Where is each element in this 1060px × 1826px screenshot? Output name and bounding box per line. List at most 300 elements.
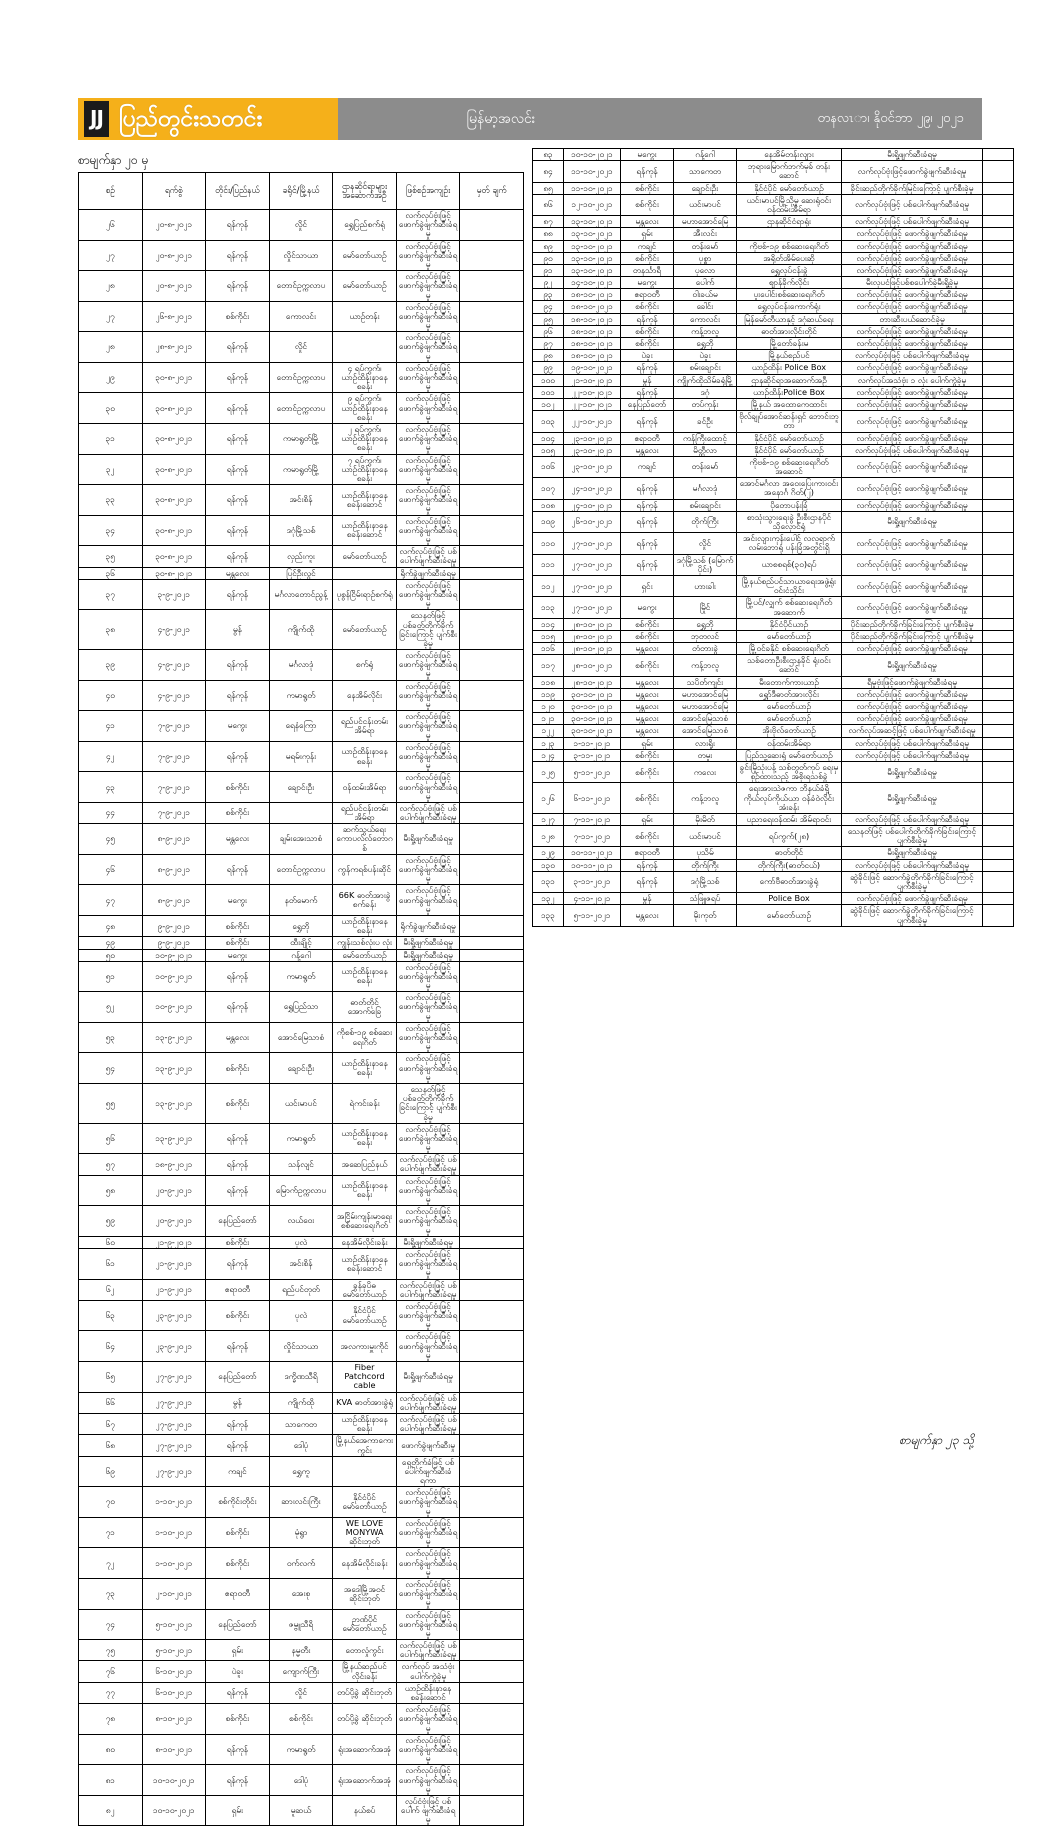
- cell-no: ၁၃၂: [533, 893, 564, 905]
- cell-region: စစ်ကိုင်း: [621, 630, 674, 642]
- cell-date: ၁၈-၁၀-၂၀၂၁: [564, 350, 621, 362]
- cell-place: [333, 332, 397, 363]
- cell-date: ၁၈-၁၀-၂၀၂၁: [564, 289, 621, 301]
- cell-region: မန္တလေး: [621, 676, 674, 688]
- cell-remark: [460, 711, 524, 742]
- cell-remark: [460, 1236, 524, 1248]
- cell-remark: [460, 1331, 524, 1362]
- cell-event: လက်လုပ်ဗုံးဖြင့် ဖောက်ခွဲဖျက်ဆီးခံရမှု: [842, 325, 983, 337]
- cell-no: ၈၃: [533, 149, 564, 161]
- cell-no: ၆၇: [79, 1413, 143, 1434]
- cell-event: လက်လုပ်ဗုံးဖြင့် ဖောက်ခွဲဖျက်ဆီးခံရမှု: [842, 338, 983, 350]
- cell-remark: [460, 961, 524, 992]
- cell-township: ချောင်းဦး: [269, 772, 333, 803]
- cell-township: လှိုင်: [269, 332, 333, 363]
- cell-no: ၁၃၁: [533, 871, 564, 892]
- table-row: [79, 423, 524, 454]
- cell-place: ကွန်ကရစ်ပန်းဆိုင်: [333, 854, 397, 885]
- cell-date: ၅-၁၁-၂၀၂၁: [564, 905, 621, 926]
- table-row: [79, 610, 524, 650]
- cell-township: ပုစ္စာ: [674, 252, 737, 264]
- cell-event: လက်လုပ်ဗုံးဖြင့် ဖောက်ခွဲဖျက်ဆီးခံရမှု: [842, 478, 983, 499]
- table-row: [533, 761, 1014, 782]
- cell-no: ၅၆: [79, 1123, 143, 1154]
- cell-remark: [983, 228, 1014, 240]
- cell-date: ၇-၉-၂၀၂၁: [142, 772, 206, 803]
- cell-event: လက်လုပ်ဗုံးဖြင့် ဖောက်ခွဲဖျက်ဆီးခံရမှု: [396, 1206, 460, 1237]
- cell-township: ပုလဲ: [269, 1236, 333, 1248]
- cell-remark: [983, 511, 1014, 532]
- cell-date: ၄-၉-၂၀၂၁: [142, 680, 206, 711]
- cell-remark: [460, 680, 524, 711]
- cell-township: မုံရွာ: [269, 1517, 333, 1548]
- cell-date: ၁၃-၉-၂၀၂၁: [142, 1053, 206, 1084]
- cell-place: ကိုစစ်-၁၉ စစ်ဆေးရေးဂိတ်: [333, 1022, 397, 1053]
- cell-township: ချမ်းအေးသာစံ: [269, 824, 333, 855]
- cell-place: ဆက်သွယ်ရေးကောပလ်လ်တောဂစ်: [333, 824, 397, 855]
- cell-region: မန္တလေး: [621, 905, 674, 926]
- cell-event: ပိုင်းဆည်တိုက်ခိုက်ခြင်းကြောင့် ပျက်စီးခဲ့မှု: [842, 630, 983, 642]
- cell-region: စစ်ကိုင်း: [206, 301, 270, 332]
- cell-place: မြို့ပင်/လျှက် စစ်ဆေးရေးဂိတ်အဆောက်: [737, 597, 842, 618]
- cell-township: ရွှေဘို: [674, 338, 737, 350]
- cell-event: လက်လုပ်ဗုံးဖြင့် ဖောက်ခွဲဖျက်ဆီးခံရမှု: [396, 579, 460, 610]
- cell-township: မြောက်ဥက္ကလာပ: [269, 1175, 333, 1206]
- cell-remark: [460, 610, 524, 650]
- table-row: [79, 1734, 524, 1765]
- cell-event: လက်လုပ်ဗုံးဖြင့် ဖောက်ခွဲဖျက်ဆီးခံရမှု: [396, 1609, 460, 1640]
- cell-date: ၂၀-၉-၂၀၂၁: [142, 1175, 206, 1206]
- table-row: [533, 643, 1014, 655]
- cell-no: ၁၂၃: [533, 737, 564, 749]
- cell-date: ၂၂-၁၀-၂၀၂၁: [564, 398, 621, 410]
- table-row: [79, 1456, 524, 1487]
- cell-township: မင်္ဂလာတောင်ညွန့်: [269, 579, 333, 610]
- cell-date: ၁၀-၁၁-၂၀၂၁: [564, 847, 621, 859]
- cell-place: အိုးဗိုလ်တော်ယာဉ်: [737, 725, 842, 737]
- cell-region: တနင်္သာရီ: [621, 264, 674, 276]
- cell-no: ၁၀၈: [533, 499, 564, 511]
- cell-township: ဆားလင်းကြီး: [269, 1487, 333, 1518]
- table-row: [533, 871, 1014, 892]
- cell-place: အင်းလျားကုန်းပေါင် လလူရာက်လမ်းဘောရုံ ပန်းခြံအတွင်းရှိ: [737, 533, 842, 554]
- cell-date: ၈-၁၀-၂၀၂၁: [142, 1704, 206, 1735]
- cell-township: ဂန့်ဂေါ: [269, 949, 333, 961]
- cell-date: ၂၈-၁၀-၂၀၂၁: [564, 676, 621, 688]
- cell-region: မန္တလေး: [206, 567, 270, 579]
- cell-event: မီးရှို့ဖျက်ဆီးခံရမှု: [396, 1362, 460, 1393]
- cell-township: ပုသိမ်: [674, 847, 737, 859]
- cell-remark: [983, 432, 1014, 444]
- cell-region: မန္တလေး: [621, 701, 674, 713]
- cell-region: ရန်ကုန်: [206, 515, 270, 546]
- cell-place: နေအိမ်လိုင်းခန်း: [333, 1548, 397, 1579]
- table-row: [533, 511, 1014, 532]
- cell-township: ဒဂုံမြို့သစ်: [269, 515, 333, 546]
- cell-no: ၄၉: [79, 937, 143, 949]
- cell-remark: [983, 240, 1014, 252]
- cell-region: စစ်ကိုင်း: [206, 915, 270, 936]
- cell-place: ကိုဗစ်-၁၉ စစ်ဆေးရေးဂိတ်အဆောင်: [737, 456, 842, 477]
- cell-remark: [983, 149, 1014, 161]
- cell-place: ပိုတောပန်းခြံ: [737, 499, 842, 511]
- cell-date: ၂၇-၁၀-၂၀၂၁: [564, 533, 621, 554]
- cell-date: ၁၀-၁၀-၂၀၂၁: [142, 1765, 206, 1796]
- cell-event: မီးရှို့ဖျက်ဆီးခံရမှု: [842, 761, 983, 782]
- cell-place: ယာဉ်ထိန်းနာနေစခန်း: [333, 1413, 397, 1434]
- cell-place: အငြိမ်းကျန်းမာရေးစစ်ဆေးရေးဂိတ်: [333, 1206, 397, 1237]
- table-row: [79, 271, 524, 302]
- table-row: [533, 456, 1014, 477]
- cell-region: ဧရာဝတီ: [206, 1578, 270, 1609]
- cell-township: ပုလော: [674, 264, 737, 276]
- cell-township: အေးစု: [269, 1578, 333, 1609]
- cell-remark: [460, 992, 524, 1023]
- cell-township: နမ္မတီး: [269, 1640, 333, 1661]
- cell-event: မီးရှို့ဖျက်ဆီးခံရမှု: [396, 1236, 460, 1248]
- cell-date: ၂၇-၉-၂၀၂၁: [142, 1435, 206, 1456]
- cell-region: ရှမ်း: [206, 1640, 270, 1661]
- cell-township: ရွှေဘို: [674, 618, 737, 630]
- cell-event: လက်လုပ်ဗုံးဖြင့် ဖောက်ခွဲဖျက်ဆီးခံရမှု: [396, 210, 460, 241]
- cell-remark: [983, 325, 1014, 337]
- cell-date: ၂၈-၁၀-၂၀၂၁: [564, 618, 621, 630]
- cell-region: စစ်ကိုင်း: [621, 618, 674, 630]
- cell-township: လှိုင်: [269, 210, 333, 241]
- cell-region: စစ်ကိုင်း: [206, 1083, 270, 1123]
- cell-event: လက်လုပ်ဗုံးဖြင့် ပစ်ပေါက်ဖျက်ဆီးခံရမှု: [842, 194, 983, 215]
- cell-place: တပ်ပို့ခွဲ ဆိုင်းဘုတ်: [333, 1682, 397, 1703]
- cell-event: လက်လုပ်ဗုံးဖြင့် ဖောက်ခွဲဖျက်ဆီးခံရမှု: [396, 1487, 460, 1518]
- table-row: [533, 240, 1014, 252]
- cell-event: လက်လုပ်အဆင့်ဖြင့် ပစ်ပေါက်ဖျက်ဆီးခံရမှု: [842, 725, 983, 737]
- cell-remark: [983, 478, 1014, 499]
- cell-event: လက်လုပ်ဗုံးဖြင့် ဖောက်ခွဲဖျက်ဆီးခံရမှု: [396, 992, 460, 1023]
- cell-township: တောင်ဥက္ကလာပ: [269, 854, 333, 885]
- cell-date: ၂၇-၁၀-၂၀၂၁: [564, 597, 621, 618]
- cell-event: သေနတ်ဖြင့် ပစ်ခတ်တိုက်ခိုက်ခြင်းကြောင့် ပျက်စီးခဲ့မှု: [396, 1083, 460, 1123]
- table-row: [79, 485, 524, 516]
- cell-date: ၂၇-၉-၂၀၂၁: [142, 1456, 206, 1487]
- logo-jj: JJ: [84, 101, 109, 137]
- cell-no: ၁၀၀: [533, 374, 564, 386]
- cell-no: ၅၈: [79, 1175, 143, 1206]
- table-row: [533, 813, 1014, 825]
- cell-place: မြန်မော်တီယာနှင့် ဒဂုံဆယ်ရေး: [737, 313, 842, 325]
- cell-event: လက်လုပ်ဗုံးဖြင့် ဖောက်ခွဲဖျက်ဆီးခံရမှု: [396, 885, 460, 916]
- cell-event: လက်လုပ်ဗုံးဖြင့်ဖောက်ခွဲဖျက်ဆီးခံရမှု: [842, 161, 983, 182]
- cell-township: ကျောက်ကြီး: [269, 1661, 333, 1682]
- cell-region: ရန်ကုန်: [206, 1331, 270, 1362]
- cell-township: ဒဂုံ: [674, 386, 737, 398]
- cell-no: ၆၂: [79, 1279, 143, 1300]
- cell-event: လက်လုပ်ဗုံးဖြင့် ဖောက်ခွဲဖျက်ဆီးခံရမှု: [396, 1578, 460, 1609]
- cell-region: ရန်ကုန်: [206, 579, 270, 610]
- cell-remark: [460, 741, 524, 772]
- cell-place: ယင်းမာပင်မြို့သို့မှု ဆေးရုံဝင်း ဝန်ထမ်းအိမ်ရာ: [737, 194, 842, 215]
- cell-remark: [460, 650, 524, 681]
- cell-event: မီးရှို့ဖျက်ဆီးခံရမှု: [396, 937, 460, 949]
- cell-date: ၂၀-၉-၂၀၂၁: [142, 1206, 206, 1237]
- cell-region: မွန်: [621, 374, 674, 386]
- cell-no: ၁၁၉: [533, 688, 564, 700]
- cell-event: လက်လုပ်ဗုံးဖြင့် ဖောက်ခွဲဖျက်ဆီးခံရမှု: [396, 680, 460, 711]
- cell-remark: [983, 194, 1014, 215]
- cell-region: စစ်ကိုင်း: [206, 937, 270, 949]
- table-row: [533, 783, 1014, 814]
- cell-region: ကချင်: [206, 1456, 270, 1487]
- table-row: [533, 725, 1014, 737]
- cell-place: ရည်ပင်ငန်းတမ်းအိမ်ရာ: [333, 802, 397, 823]
- cell-township: ရွှေဘို: [269, 915, 333, 936]
- cell-event: မီးရှို့ဖျက်ဆီးခံရမှု: [842, 847, 983, 859]
- cell-event: လက်လုပ်ဗုံးဖြင့် ဖောက်ခွဲဖျက်ဆီးခံရမှု: [396, 1123, 460, 1154]
- cell-place: နိုင်ငံပိုင် မော်တော်ယာဉ်: [737, 444, 842, 456]
- table-row: [79, 1083, 524, 1123]
- table-row: [79, 711, 524, 742]
- cell-date: ၁-၁၀-၂၀၂၁: [142, 1517, 206, 1548]
- cell-place: ၉ ရပ်ကွက်၊ ယာဉ်ထိန်းနာနေစခန်း: [333, 393, 397, 424]
- table-row: [533, 575, 1014, 596]
- cell-region: ရန်ကုန်: [206, 1154, 270, 1175]
- cell-remark: [983, 725, 1014, 737]
- cell-region: ဧရာဝတီ: [206, 1279, 270, 1300]
- cell-remark: [460, 546, 524, 567]
- cell-date: ၂၆-၈-၂၀၂၁: [142, 301, 206, 332]
- cell-date: ၁-၁၀-၂၀၂၁: [142, 1548, 206, 1579]
- cell-place: Police Box: [737, 893, 842, 905]
- cell-township: အင်းစိန်: [269, 485, 333, 516]
- table-row: [533, 161, 1014, 182]
- cell-township: တပ်ကုန်း: [674, 398, 737, 410]
- cell-region: ရန်ကုန်: [206, 240, 270, 271]
- cell-region: မွန်: [206, 610, 270, 650]
- cell-date: ၃၀-၈-၂၀၂၁: [142, 515, 206, 546]
- cell-region: ရန်ကုန်: [206, 992, 270, 1023]
- cell-township: စစ်ကိုင်း: [269, 1704, 333, 1735]
- cell-no: ၃၉: [79, 650, 143, 681]
- cell-no: ၄၆: [79, 854, 143, 885]
- cell-township: တောင်ဥက္ကလာပ: [269, 393, 333, 424]
- cell-date: ၃၀-၁၀-၂၀၂၁: [564, 725, 621, 737]
- cell-no: ၅၃: [79, 1022, 143, 1053]
- cell-no: ၈၈: [533, 228, 564, 240]
- cell-no: ၅၄: [79, 1053, 143, 1084]
- table-row: [79, 579, 524, 610]
- cell-region: မန္တလေး: [621, 725, 674, 737]
- cell-event: လက်လုပ်ဗုံးဖြင့် ဖောက်ခွဲဖျက်ဆီးခံရမှု: [396, 1053, 460, 1084]
- cell-township: ဒက္ခိဏသီရိ: [269, 1362, 333, 1393]
- cell-remark: [983, 630, 1014, 642]
- cell-event: ဖောက်ခွဲဖျက်ဆီးမှု: [396, 1435, 460, 1456]
- cell-remark: [983, 444, 1014, 456]
- cell-date: ၁၀-၉-၂၀၂၁: [142, 949, 206, 961]
- cell-no: ၆၈: [79, 1435, 143, 1456]
- cell-region: စစ်ကိုင်း: [206, 1548, 270, 1579]
- cell-region: ရန်ကုန်: [621, 362, 674, 374]
- cell-remark: [460, 772, 524, 803]
- cell-event: လက်လုပ်ဗုံးဖြင့် ဖောက်ခွဲဖျက်ဆီးခံရမှု: [396, 1734, 460, 1765]
- cell-region: ရန်ကုန်: [206, 1765, 270, 1796]
- table-row: [79, 802, 524, 823]
- cell-no: ၁၀၄: [533, 432, 564, 444]
- cell-event: လက်လုပ်ဗုံးဖြင့် ဖောက်ခွဲဖျက်ဆီးခံရမှု: [396, 454, 460, 485]
- cell-date: ၈-၉-၂၀၂၁: [142, 824, 206, 855]
- cell-remark: [983, 597, 1014, 618]
- cell-region: နေပြည်တော်: [206, 1362, 270, 1393]
- cell-no: ၃၆: [79, 567, 143, 579]
- cell-region: စစ်ကိုင်း: [206, 1517, 270, 1548]
- cell-no: ၃၀: [79, 393, 143, 424]
- cell-remark: [460, 1083, 524, 1123]
- cell-event: လက်လုပ်ဗုံးဖြင့် ပစ်ပေါက်ဖျက်ဆီးခံရမှု: [842, 216, 983, 228]
- cell-township: ကျိုက်ထို: [269, 610, 333, 650]
- cell-region: ရန်ကုန်: [621, 478, 674, 499]
- cell-date: ၅-၁၀-၂၀၂၁: [142, 1609, 206, 1640]
- cell-date: ၂၈-၁၀-၂၀၂၁: [564, 643, 621, 655]
- cell-remark: [460, 824, 524, 855]
- table-row: [533, 325, 1014, 337]
- cell-event: လက်လုပ်ဗုံးဖြင့် ဖောက်ခွဲဖျက်ဆီးခံရမှု: [396, 961, 460, 992]
- cell-date: ၃-၁၁-၂၀၂၁: [564, 749, 621, 761]
- cell-township: ရွှေကူ: [269, 1456, 333, 1487]
- cell-region: ရန်ကုန်: [206, 1435, 270, 1456]
- cell-no: ၉၉: [533, 362, 564, 374]
- table-row: [533, 338, 1014, 350]
- cell-no: ၂၇: [79, 240, 143, 271]
- cell-event: လက်လုပ်ဗုံးဖြင့် ဖောက်ခွဲဖျက်ဆီးခံရမှု: [396, 1765, 460, 1796]
- cell-date: ၁-၁၀-၂၀၂၁: [142, 1487, 206, 1518]
- cell-event: လက်လုပ်ဗုံးဖြင့် ပစ်ပေါက်ဖျက်ဆီးခံရမှု: [396, 1413, 460, 1434]
- cell-event: မီးရှို့ဖျက်ဆီးခံရမှု: [396, 949, 460, 961]
- cell-event: လက်လုပ်ဗုံးဖြင့် ပစ်ပေါက်ဖျက်ဆီးခံရမှု: [396, 546, 460, 567]
- cell-place: မြို့နယ်စည်ပင်: [737, 350, 842, 362]
- cell-no: ၉၂: [533, 277, 564, 289]
- cell-date: ၂၆-၁၀-၂၀၂၁: [564, 511, 621, 532]
- cell-place: အရိုတ်အိမ်ပေးဆို: [737, 252, 842, 264]
- cell-township: ဒေါပုံ: [269, 1435, 333, 1456]
- cell-place: ရည်ပင်ငန်းတမ်းအိမ်ရာ: [333, 711, 397, 742]
- table-row: [533, 688, 1014, 700]
- cell-no: ၈၅: [533, 182, 564, 194]
- cell-township: လှိုင်သာယာ: [269, 1331, 333, 1362]
- cell-region: ရန်ကုန်: [206, 650, 270, 681]
- cell-remark: [460, 1682, 524, 1703]
- cell-date: ၂၃-၉-၂၀၂၁: [142, 1331, 206, 1362]
- cell-place: ယာဉ်ထိန်းနာနေစခန်း: [333, 1123, 397, 1154]
- cell-event: လက်လုပ်ဗုံးဖြင့် ဖောက်ခွဲဖျက်ဆီးခံရမှု: [396, 271, 460, 302]
- cell-region: ရန်ကုန်: [206, 485, 270, 516]
- cell-date: ၂၀-၈-၂၀၂၁: [142, 271, 206, 302]
- cell-date: ၃၀-၈-၂၀၂၁: [142, 393, 206, 424]
- col-township: ခရိုင်/မြို့နယ်: [269, 173, 333, 210]
- cell-date: ၈-၉-၂၀၂၁: [142, 885, 206, 916]
- cell-remark: [983, 847, 1014, 859]
- cell-date: ၇-၉-၂၀၂၁: [142, 741, 206, 772]
- cell-event: မီးရှို့ဖျက်ဆီးခံရမှု: [396, 824, 460, 855]
- masthead-brand: [78, 98, 338, 140]
- cell-date: ၁၃-၉-၂၀၂၁: [142, 1083, 206, 1123]
- cell-no: ၉၅: [533, 313, 564, 325]
- cell-remark: [460, 579, 524, 610]
- cell-date: ၂၃-၉-၂၀၂၁: [142, 1300, 206, 1331]
- cell-township: ကန့်ဘလူ: [674, 783, 737, 814]
- cell-township: သာကေတ: [674, 161, 737, 182]
- cell-place: ၄ ရပ်ကွက်၊ ယာဉ်ထိန်းနာနေစခန်း: [333, 362, 397, 393]
- cell-remark: [983, 277, 1014, 289]
- cell-date: ၁၀-၁၀-၂၀၂၁: [142, 1795, 206, 1826]
- table-row: [79, 741, 524, 772]
- incident-table-left: [78, 172, 524, 1826]
- cell-event: လက်လုပ်ဗုံးဖြင့် ပစ်ပေါက်ဖျက်ဆီးခံရမှု: [396, 802, 460, 823]
- cell-no: ၃၂: [79, 454, 143, 485]
- table-row: [533, 411, 1014, 432]
- cell-region: မကွေး: [206, 885, 270, 916]
- cell-place: ယာဉ်ထိန်းနာနေစခန်း: [333, 915, 397, 936]
- cell-region: ပဲခူး: [206, 1661, 270, 1682]
- cell-remark: [983, 783, 1014, 814]
- cell-township: လှိုင်: [269, 1682, 333, 1703]
- cell-no: ၃၁: [79, 423, 143, 454]
- cell-date: ၁၂-၁၀-၂၀၂၁: [564, 194, 621, 215]
- cell-region: ရန်ကုန်: [621, 313, 674, 325]
- cell-no: ၁၀၁: [533, 386, 564, 398]
- cell-event: လက်လုပ်ဗုံးဖြင့် ဖောက်ခွဲဖျက်ဆီးခံရမှု: [842, 643, 983, 655]
- table-row: [79, 240, 524, 271]
- cell-event: ရီမှုဗုံးဖြင့်ဖောက်ခွဲဖျက်ဆီးခံရမှု: [842, 676, 983, 688]
- cell-township: ကမာရွတ်: [269, 961, 333, 992]
- cell-event: လက်လုပ်ဗုံးဖြင့် ဖောက်ခွဲဖျက်ဆီးခံရမှု: [842, 499, 983, 511]
- table-row: [533, 386, 1014, 398]
- cell-place: Fiber Patchcord cable: [333, 1362, 397, 1393]
- cell-township: သံဖြူဇရပ်: [674, 893, 737, 905]
- cell-event: လက်လုပ်ဗုံးဖြင့် ဖောက်ခွဲဖျက်ဆီးခံရမှု: [842, 597, 983, 618]
- cell-no: ၈၇: [533, 216, 564, 228]
- cell-region: စစ်ကိုင်း: [206, 802, 270, 823]
- col-region: တိုင်း/ပြည်နယ်: [206, 173, 270, 210]
- cell-remark: [983, 905, 1014, 926]
- continued-to-note: စာမျက်နှာ ၂၃ သို့: [898, 1433, 974, 1447]
- cell-place: ရွှေပြည်စက်ရုံ: [333, 210, 397, 241]
- cell-place: တောလှုံကွင်း: [333, 1640, 397, 1661]
- table-row: [79, 1682, 524, 1703]
- cell-remark: [460, 210, 524, 241]
- cell-no: ၇၅: [79, 1640, 143, 1661]
- cell-date: ၁၈-၉-၂၀၂၁: [142, 1154, 206, 1175]
- cell-place: နိုင်ငံပိုင် မော်တော်ယာဉ်: [737, 432, 842, 444]
- cell-place: မော်တော်ယာဉ်: [737, 713, 842, 725]
- cell-remark: [983, 499, 1014, 511]
- cell-place: မြို့နယ်အေကာကေးကွင်း: [333, 1435, 397, 1456]
- cell-event: လက်လုပ်ဗုံးဖြင့် ဖောက်ခွဲဖျက်ဆီးခံရမှု: [842, 228, 983, 240]
- cell-remark: [983, 688, 1014, 700]
- cell-remark: [983, 575, 1014, 596]
- cell-place: မော်တော်ယာဉ်: [333, 240, 397, 271]
- table-row: [533, 432, 1014, 444]
- cell-event: သေနတ်ဖြင့် ပစ်ခတ်တိုက်ခိုက်ခြင်းကြောင့် ပျက်စီးခဲ့မှု: [396, 610, 460, 650]
- cell-township: စမ်းချောင်း: [674, 499, 737, 511]
- cell-township: အောင်မြေသာစံ: [674, 725, 737, 737]
- cell-no: ၁၂၇: [533, 813, 564, 825]
- table-row: [533, 655, 1014, 676]
- cell-place: ယာဉ်ထိန်းနာနေစခန်းဆောင်: [333, 515, 397, 546]
- cell-event: လက်လုပ်ဗုံးဖြင့် ဖောက်ခွဲဖျက်ဆီးခံရမှု: [396, 772, 460, 803]
- cell-no: ၂၈: [79, 332, 143, 363]
- cell-township: တန်းမော်: [674, 456, 737, 477]
- cell-township: မဟာအောင်မြေ: [674, 216, 737, 228]
- table-row: [533, 554, 1014, 575]
- cell-remark: [460, 423, 524, 454]
